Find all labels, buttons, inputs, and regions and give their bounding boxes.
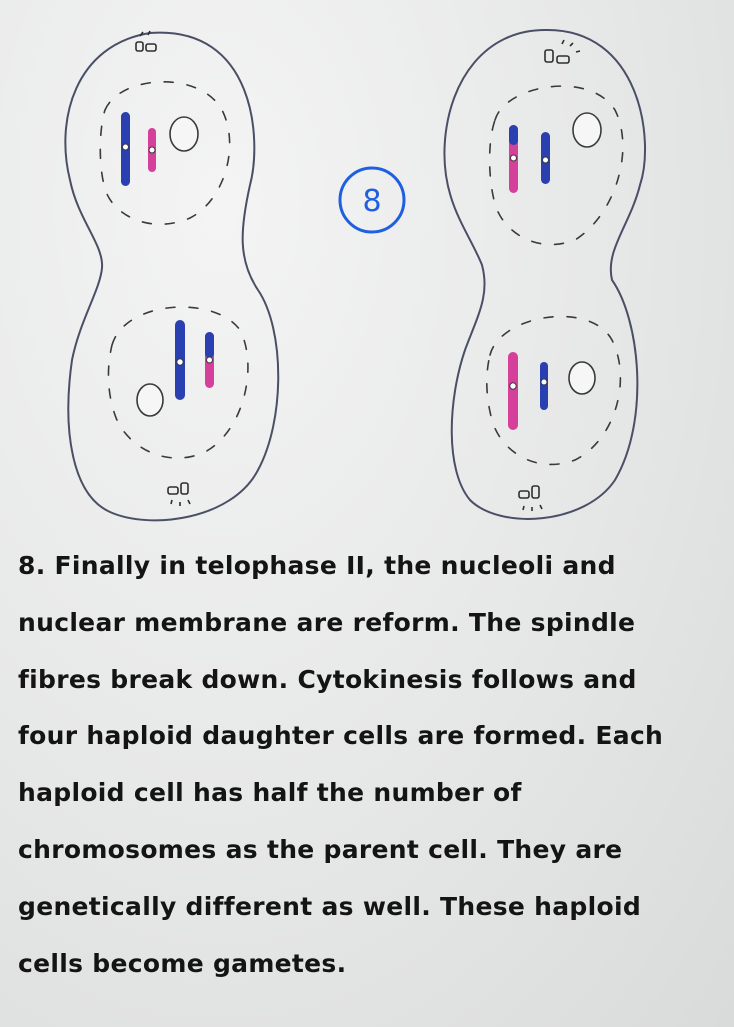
left-bottom-chromosome-pink [205, 332, 214, 388]
caption-line-8: cells become gametes. [18, 948, 347, 978]
right-cell-membrane [444, 30, 645, 519]
right-bottom-chromosome-blue [540, 362, 548, 410]
caption-line-7: genetically different as well. These haploid [18, 891, 642, 921]
right-top-nucleolus [573, 113, 601, 147]
left-cell-membrane [65, 33, 278, 521]
left-bottom-centriole [168, 483, 190, 506]
caption-line-2: nuclear membrane are reform. The spindle [18, 607, 636, 637]
caption-line-1: 8. Finally in telophase II, the nucleoli and [18, 551, 616, 580]
left-dividing-cell [65, 31, 278, 520]
right-dividing-cell [444, 30, 645, 519]
right-bottom-nuclear-membrane [487, 316, 621, 464]
caption-line-3: fibres break down. Cytokinesis follows and [18, 664, 637, 694]
right-bottom-centriole [519, 486, 542, 511]
right-top-chromosome-pink [509, 125, 518, 193]
step-number-badge [340, 168, 404, 232]
left-top-chromosome-blue [121, 112, 130, 186]
left-bottom-chromosome-blue [175, 320, 185, 400]
right-top-centriole [545, 40, 580, 63]
right-bottom-nucleolus [569, 362, 595, 394]
telophase-ii-description [18, 538, 723, 992]
step-number: 8 [362, 184, 382, 219]
caption-line-6: chromosomes as the parent cell. They are [18, 834, 623, 864]
right-top-chromosome-blue [541, 132, 550, 184]
left-top-nucleolus [170, 117, 198, 151]
left-top-chromosome-pink [148, 128, 156, 172]
left-bottom-nucleolus [137, 384, 163, 416]
left-top-nuclear-membrane [100, 82, 229, 224]
caption-line-4: four haploid daughter cells are formed. Each [18, 721, 664, 751]
right-bottom-chromosome-pink [508, 352, 518, 430]
caption-line-5: haploid cell has half the number of [18, 778, 522, 808]
